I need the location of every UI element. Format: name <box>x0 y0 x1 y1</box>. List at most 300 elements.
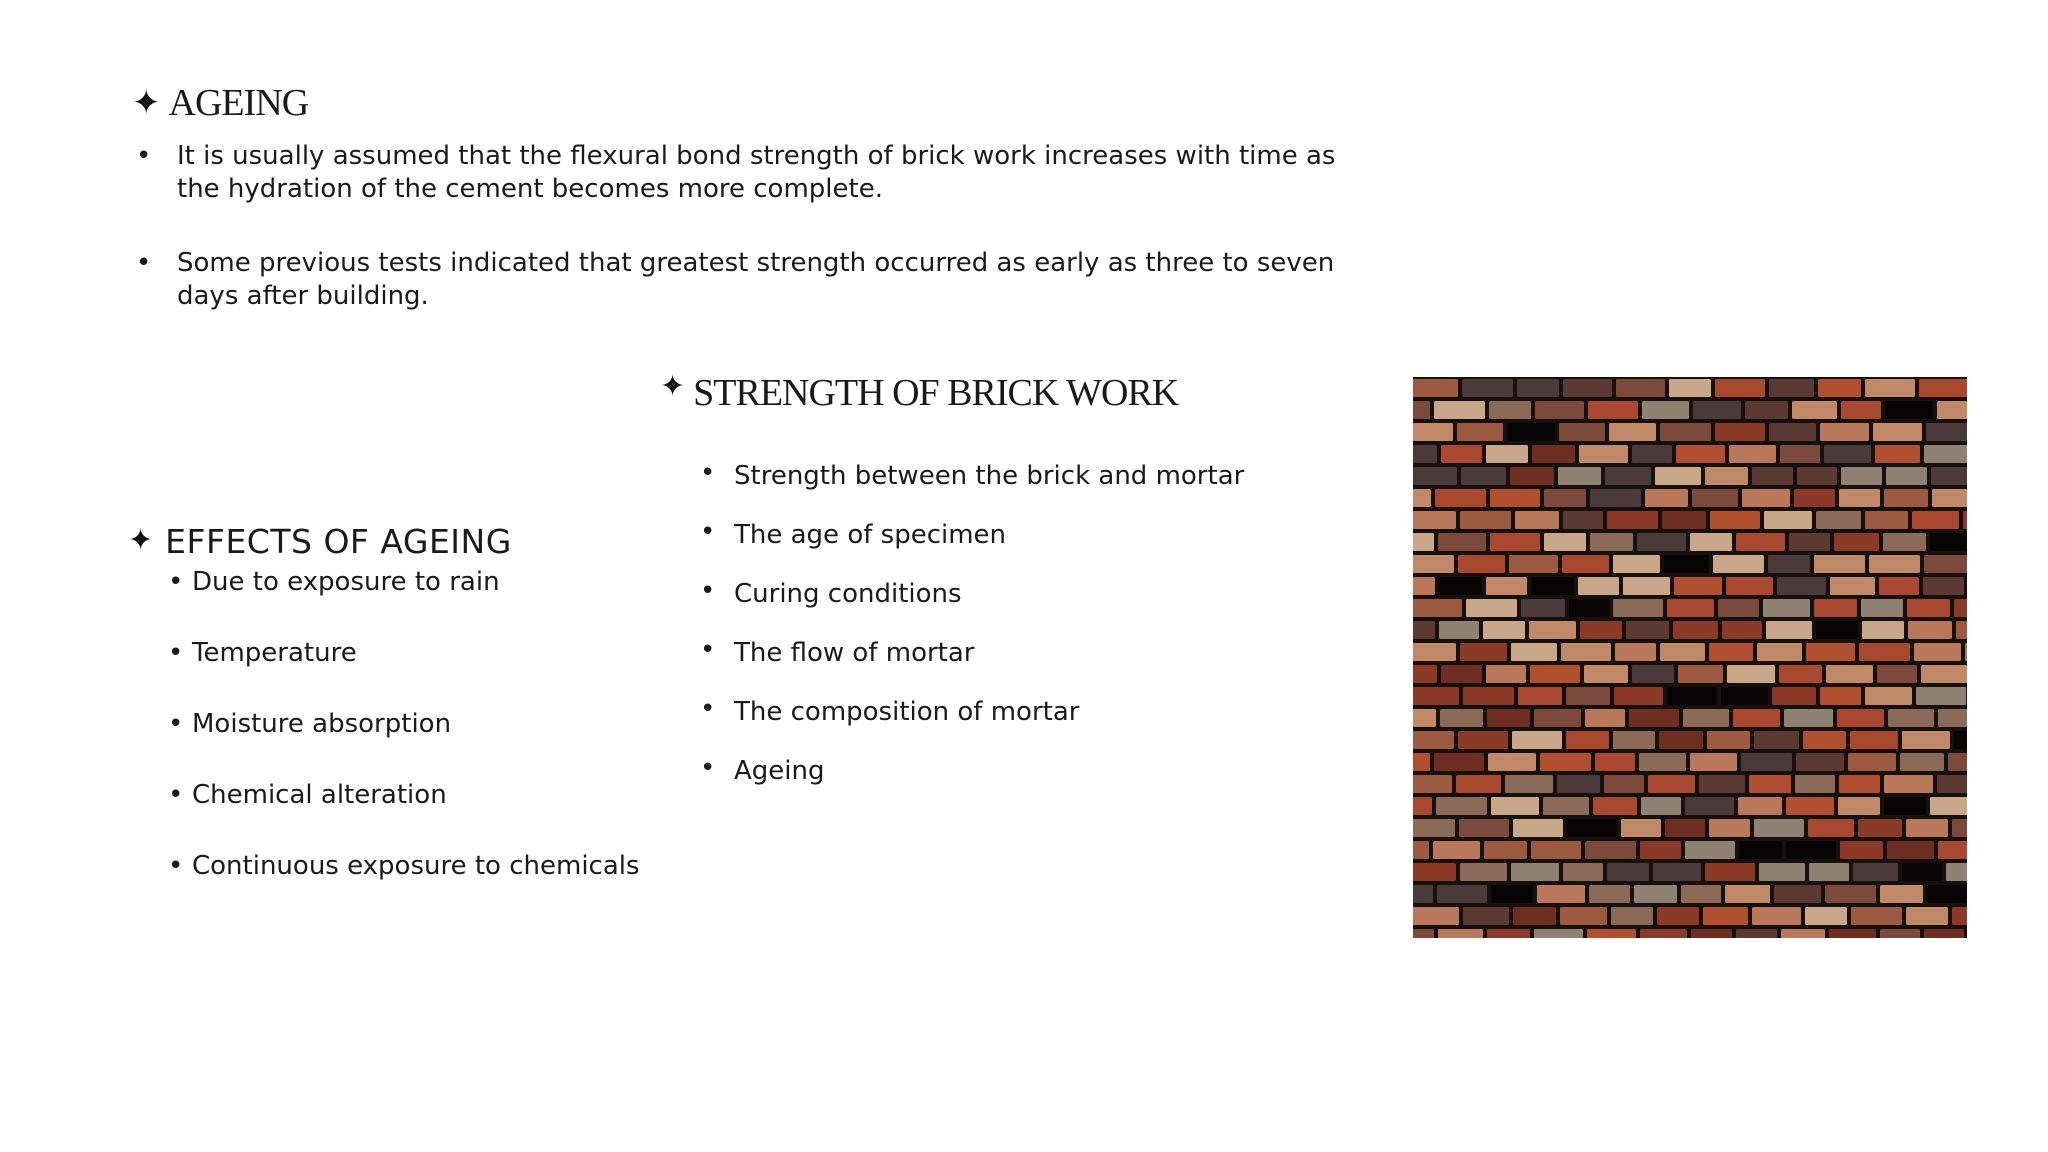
brick <box>1877 665 1917 683</box>
brick <box>1441 445 1482 463</box>
brick <box>1703 907 1748 925</box>
brick <box>1938 841 1967 859</box>
brick <box>1438 929 1483 938</box>
brick <box>1865 511 1908 529</box>
brick <box>1792 401 1837 419</box>
brick <box>1829 929 1876 938</box>
brick <box>1623 577 1670 595</box>
brick <box>1486 577 1527 595</box>
brick <box>1919 379 1967 397</box>
bullet-icon: • <box>700 458 716 488</box>
brick <box>1725 885 1770 903</box>
list-item <box>660 755 1360 788</box>
brick <box>1906 819 1948 837</box>
bullet-icon: • <box>136 141 152 171</box>
brick <box>1621 819 1661 837</box>
brick <box>1590 533 1633 551</box>
brick <box>1434 753 1484 771</box>
brick <box>1851 907 1902 925</box>
brick <box>1914 643 1961 661</box>
brick <box>1563 863 1603 881</box>
brick <box>1655 467 1701 485</box>
brick <box>1759 863 1805 881</box>
brick <box>1659 731 1703 749</box>
brick <box>1517 379 1559 397</box>
brick <box>1413 753 1430 771</box>
brick <box>1803 731 1846 749</box>
list-item-text: Chemical alteration <box>192 780 447 810</box>
brick <box>1563 379 1612 397</box>
brick <box>1820 423 1869 441</box>
brick <box>1752 907 1801 925</box>
brick <box>1589 885 1630 903</box>
brick <box>1907 599 1950 617</box>
list-item <box>660 519 1360 552</box>
brick <box>1511 863 1559 881</box>
brick <box>1858 819 1902 837</box>
brick <box>1413 731 1454 749</box>
brick <box>1752 467 1793 485</box>
effects-heading <box>128 516 688 566</box>
brick <box>1413 621 1435 639</box>
brick <box>1435 489 1486 507</box>
list-item-text: Some previous tests indicated that greatest strength occurred as early as three to seven days after building. <box>177 248 1335 311</box>
brick <box>1965 643 1967 661</box>
list-item-text: Moisture absorption <box>192 709 452 739</box>
brick <box>1862 621 1904 639</box>
brick <box>1673 621 1718 639</box>
brick <box>1607 863 1649 881</box>
brick <box>1883 533 1926 551</box>
brick <box>1483 621 1525 639</box>
brick <box>1786 841 1836 859</box>
brick <box>1931 467 1967 485</box>
brick <box>1487 929 1530 938</box>
brick <box>1888 709 1934 727</box>
brick <box>1534 709 1581 727</box>
brick <box>1413 665 1437 683</box>
brick <box>1559 423 1605 441</box>
brick <box>1739 841 1782 859</box>
list-item <box>660 637 1360 670</box>
brick <box>1632 665 1674 683</box>
brick <box>1413 445 1437 463</box>
brick <box>1676 445 1725 463</box>
brick <box>1580 621 1622 639</box>
brick <box>1662 511 1706 529</box>
brick <box>1859 643 1910 661</box>
brick <box>1840 841 1883 859</box>
brick <box>1433 841 1480 859</box>
brick <box>1709 819 1750 837</box>
brick <box>1884 797 1926 815</box>
brick <box>1653 863 1701 881</box>
brick <box>1489 401 1531 419</box>
brick <box>1567 819 1617 837</box>
brick <box>1590 489 1641 507</box>
brick <box>1511 643 1557 661</box>
brick <box>1615 643 1656 661</box>
brick <box>1561 643 1611 661</box>
brick <box>1794 489 1835 507</box>
brick <box>1457 423 1503 441</box>
brick <box>1585 841 1636 859</box>
ageing-section <box>132 78 1362 354</box>
bullet-icon: • <box>168 638 184 668</box>
brick <box>1779 665 1822 683</box>
brick <box>1948 753 1967 771</box>
brick <box>1780 445 1820 463</box>
brick <box>1738 797 1782 815</box>
brick <box>1946 863 1967 881</box>
brick <box>1745 401 1788 419</box>
brick <box>1460 511 1511 529</box>
brick <box>1768 555 1810 573</box>
brick <box>1796 753 1844 771</box>
brick <box>1880 885 1923 903</box>
list-item-text: It is usually assumed that the flexural bond strength of brick work increases with time as the hydration of the cement becomes more complete. <box>177 141 1336 204</box>
brick <box>1660 643 1705 661</box>
brick <box>1413 489 1431 507</box>
brick <box>1413 379 1458 397</box>
brick <box>1529 621 1576 639</box>
brick <box>1563 511 1603 529</box>
brick <box>1921 665 1967 683</box>
brick <box>1850 731 1898 749</box>
brick <box>1709 643 1753 661</box>
brick <box>1777 577 1826 595</box>
brick <box>1460 643 1507 661</box>
brick <box>1569 599 1609 617</box>
brick <box>1543 797 1589 815</box>
brick <box>1486 665 1526 683</box>
brick <box>1629 709 1679 727</box>
list-item-text: The age of specimen <box>734 520 1007 550</box>
brick <box>1930 797 1967 815</box>
brick <box>1713 555 1764 573</box>
brick <box>1729 445 1776 463</box>
effects-section <box>128 516 688 921</box>
brick <box>1887 841 1934 859</box>
brick <box>1927 885 1967 903</box>
brick <box>1507 423 1555 441</box>
brick <box>1490 533 1540 551</box>
brick <box>1809 863 1849 881</box>
brick <box>1613 555 1660 573</box>
list-item <box>128 708 688 741</box>
brick <box>1715 379 1765 397</box>
brick <box>1512 731 1562 749</box>
bullet-icon: • <box>136 248 152 278</box>
brick <box>1532 445 1575 463</box>
list-item-text: Temperature <box>192 638 357 668</box>
brick <box>1938 709 1967 727</box>
brick <box>1797 467 1837 485</box>
list-item-text: The composition of mortar <box>734 697 1080 727</box>
brick <box>1692 489 1738 507</box>
brick <box>1924 929 1964 938</box>
bullet-icon: • <box>168 851 184 881</box>
brick <box>1754 731 1799 749</box>
brick <box>1838 797 1880 815</box>
ageing-heading <box>132 78 1362 128</box>
brick <box>1614 687 1663 705</box>
brick <box>1645 489 1688 507</box>
brick <box>1861 599 1903 617</box>
brick <box>1707 731 1750 749</box>
list-item-text: Due to exposure to rain <box>192 567 500 597</box>
brick <box>1436 797 1487 815</box>
brick <box>1413 423 1453 441</box>
brick <box>1885 401 1933 419</box>
brick <box>1413 775 1452 793</box>
brick <box>1456 775 1501 793</box>
brick <box>1841 467 1882 485</box>
brick <box>1487 709 1530 727</box>
brick <box>1772 687 1816 705</box>
list-item <box>660 696 1360 729</box>
brick <box>1535 401 1584 419</box>
brick <box>1413 467 1457 485</box>
list-item <box>128 637 688 670</box>
brick <box>1757 643 1802 661</box>
brick <box>1865 687 1912 705</box>
brick <box>1491 797 1539 815</box>
brick <box>1505 775 1553 793</box>
brick <box>1766 621 1812 639</box>
brick <box>1413 599 1462 617</box>
brick <box>1726 577 1773 595</box>
brick <box>1853 863 1898 881</box>
brick <box>1930 533 1967 551</box>
brick <box>1439 621 1479 639</box>
brick <box>1611 907 1653 925</box>
brick <box>1413 929 1434 938</box>
brick <box>1544 533 1586 551</box>
brick <box>1763 599 1810 617</box>
brick <box>1952 907 1967 925</box>
four-point-star-icon: ✦ <box>660 369 686 404</box>
brick <box>1537 885 1585 903</box>
brick <box>1440 709 1483 727</box>
brick <box>1826 665 1873 683</box>
brick <box>1875 445 1920 463</box>
brick <box>1634 885 1677 903</box>
bullet-icon: • <box>700 694 716 724</box>
brick <box>1413 797 1432 815</box>
list-item-text: Curing conditions <box>734 579 962 609</box>
ageing-list <box>132 140 1362 313</box>
brick <box>1749 775 1791 793</box>
brick <box>1579 445 1628 463</box>
list-item-text: The flow of mortar <box>734 638 975 668</box>
brick <box>1484 841 1527 859</box>
strength-list <box>660 460 1360 788</box>
brick <box>1715 423 1765 441</box>
brick <box>1664 555 1709 573</box>
brick <box>1691 929 1732 938</box>
brick <box>1902 731 1950 749</box>
brick <box>1727 665 1775 683</box>
brick <box>1566 731 1609 749</box>
brick <box>1566 687 1610 705</box>
brick <box>1515 511 1559 529</box>
brick <box>1806 643 1855 661</box>
brick <box>1605 467 1651 485</box>
brick <box>1839 489 1880 507</box>
brick <box>1818 379 1861 397</box>
brick <box>1462 379 1513 397</box>
brick <box>1521 599 1565 617</box>
bullet-icon: • <box>700 517 716 547</box>
brick <box>1490 489 1540 507</box>
brick <box>1558 467 1601 485</box>
brick <box>1952 819 1967 837</box>
brick <box>1640 841 1681 859</box>
brick-wall-photo <box>1413 377 1967 938</box>
brick <box>1690 753 1737 771</box>
brick <box>1681 885 1721 903</box>
brick <box>1413 841 1429 859</box>
brick <box>1742 489 1790 507</box>
brick <box>1816 511 1861 529</box>
brick <box>1413 885 1433 903</box>
brick <box>1837 709 1884 727</box>
brick <box>1463 907 1509 925</box>
brick <box>1963 511 1967 529</box>
strength-title: STRENGTH OF BRICK WORK <box>693 372 1179 414</box>
four-point-star-icon: ✦ <box>128 523 154 558</box>
brick <box>1721 687 1768 705</box>
brick <box>1518 687 1562 705</box>
brick <box>1513 819 1563 837</box>
brick <box>1413 511 1456 529</box>
brick <box>1722 621 1762 639</box>
ageing-title: AGEING <box>168 82 309 124</box>
brick <box>1705 467 1748 485</box>
bullet-icon: • <box>700 753 716 783</box>
brick <box>1648 775 1695 793</box>
bullet-icon: • <box>700 576 716 606</box>
brick <box>1764 511 1812 529</box>
brick <box>1884 489 1928 507</box>
brick <box>1784 709 1833 727</box>
four-point-star-icon: ✦ <box>132 83 161 123</box>
brick <box>1587 929 1636 938</box>
brick <box>1956 621 1967 639</box>
brick <box>1718 599 1759 617</box>
list-item <box>660 578 1360 611</box>
brick <box>1460 863 1507 881</box>
brick <box>1486 445 1528 463</box>
brick <box>1924 555 1967 573</box>
brick <box>1865 379 1915 397</box>
brick <box>1530 665 1580 683</box>
brick <box>1683 709 1729 727</box>
brick <box>1873 423 1922 441</box>
brick <box>1754 819 1804 837</box>
list-item-text: Strength between the brick and mortar <box>734 461 1245 491</box>
brick <box>1613 599 1663 617</box>
brick <box>1434 401 1485 419</box>
brick <box>1834 533 1879 551</box>
brick <box>1413 907 1459 925</box>
brick <box>1781 929 1825 938</box>
brick <box>1604 775 1644 793</box>
bullet-icon: • <box>168 709 184 739</box>
brick <box>1657 907 1699 925</box>
brick <box>1595 753 1635 771</box>
brick <box>1795 775 1835 793</box>
brick <box>1531 841 1581 859</box>
brick <box>1690 533 1732 551</box>
strength-section <box>660 368 1360 814</box>
brick <box>1439 577 1482 595</box>
brick <box>1593 797 1637 815</box>
brick <box>1466 599 1517 617</box>
brick <box>1626 621 1669 639</box>
list-item <box>128 779 688 812</box>
brick <box>1805 907 1847 925</box>
bullet-icon: • <box>700 635 716 665</box>
brick <box>1578 577 1619 595</box>
brick <box>1585 709 1625 727</box>
brick <box>1491 885 1533 903</box>
brick <box>1923 577 1964 595</box>
list-item <box>660 460 1360 493</box>
brick <box>1458 731 1508 749</box>
brick <box>1513 907 1556 925</box>
strength-heading <box>660 368 1360 418</box>
effects-title: EFFECTS OF AGEING <box>165 521 512 561</box>
brick <box>1607 511 1658 529</box>
brick <box>1510 467 1554 485</box>
brick <box>1459 819 1509 837</box>
brick <box>1839 775 1880 793</box>
list-item <box>132 247 1362 313</box>
brick <box>1736 929 1777 938</box>
brick <box>1937 401 1967 419</box>
brick <box>1736 533 1785 551</box>
brick <box>1769 423 1816 441</box>
effects-list <box>128 566 688 883</box>
brick <box>1741 753 1792 771</box>
brick <box>1461 467 1506 485</box>
brick <box>1880 929 1920 938</box>
brick <box>1848 753 1896 771</box>
brick <box>1438 533 1486 551</box>
brick <box>1678 665 1723 683</box>
brick <box>1413 401 1430 419</box>
brick <box>1437 885 1487 903</box>
brick <box>1413 709 1436 727</box>
brick <box>1458 555 1505 573</box>
brick <box>1669 379 1711 397</box>
brick <box>1637 533 1686 551</box>
list-item <box>132 140 1362 206</box>
brick <box>1879 577 1919 595</box>
brick <box>1639 753 1686 771</box>
brick <box>1667 687 1717 705</box>
brick <box>1685 841 1735 859</box>
brick <box>1413 687 1459 705</box>
brick <box>1540 753 1591 771</box>
brick <box>1667 599 1714 617</box>
brick <box>1932 489 1967 507</box>
brick <box>1808 819 1854 837</box>
list-item-text: Ageing <box>734 756 825 786</box>
brick <box>1632 445 1672 463</box>
